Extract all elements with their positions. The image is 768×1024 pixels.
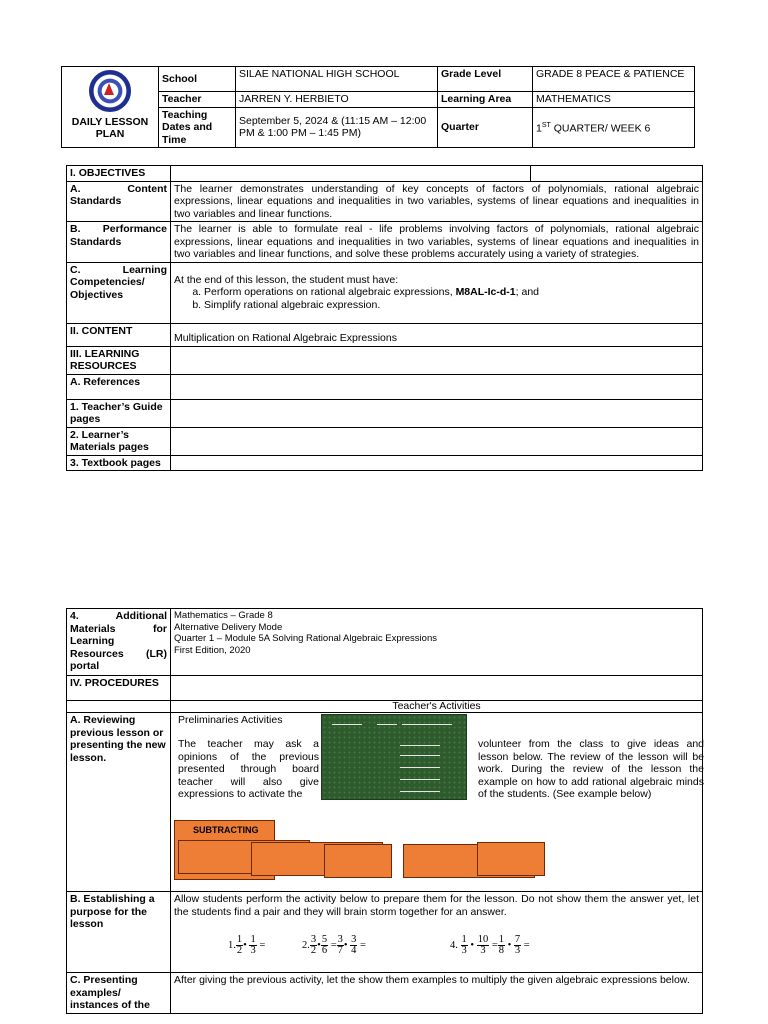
learning-resources-heading: III. LEARNING RESOURCES (67, 346, 171, 374)
presenting-text: After giving the previous activity, let the show them examples to multiply the given algebraic expressions below. (171, 973, 703, 1014)
equals-sign: = (521, 939, 530, 951)
content-topic: Multiplication on Rational Algebraic Expressions (171, 323, 703, 346)
board-line (402, 724, 452, 725)
references-empty (171, 374, 703, 399)
competencies-intro: At the end of this lesson, the student must have: (174, 273, 399, 286)
area-value: MATHEMATICS (533, 92, 695, 108)
equals-sign: = (357, 939, 366, 951)
teachers-guide-label: 1. Teacher’s Guide pages (67, 399, 171, 427)
fraction-denominator: 7 (337, 945, 343, 956)
performance-standards-label: B. Performance Standards (67, 222, 171, 263)
school-value: SILAE NATIONAL HIGH SCHOOL (236, 67, 438, 92)
performance-standards-text: The learner is able to formulate real - life problems involving factors of polynomials, rational algebraic expressions, linear equations and inequalities in two variables, systems of linear equations and inequalities in two variables and linear functions, and solve these problems accurately using a variety of strategies. (171, 222, 703, 263)
quarter-sup: ST (541, 121, 551, 129)
textbook-pages-empty (171, 455, 703, 471)
activities-label-empty (67, 701, 171, 713)
fraction-numerator: 5 (321, 934, 328, 945)
quarter-value (533, 107, 695, 148)
fraction-numerator: 3 (337, 934, 343, 945)
presenting-label: C. Presenting examples/ instances of the (67, 973, 171, 1014)
fraction-denominator: 3 (514, 945, 521, 956)
establishing-label: B. Establishing a purpose for the lesson (67, 892, 171, 973)
exercise-2-number: 2. (302, 939, 310, 951)
school-label: School (159, 67, 236, 92)
header-table (61, 66, 695, 148)
competency-b: b. Simplify rational algebraic expression. (204, 299, 699, 312)
multiply-dot: • (317, 939, 321, 951)
fraction-denominator: 2 (310, 945, 317, 956)
fraction-denominator: 3 (461, 945, 467, 956)
fraction-denominator: 6 (321, 945, 328, 956)
reviewing-label: A. Reviewing previous lesson or presenting the new lesson. (67, 713, 171, 892)
grade-value: GRADE 8 PEACE & PATIENCE (533, 67, 695, 92)
procedures-table (66, 608, 703, 1014)
teacher-label: Teacher (159, 92, 236, 108)
competencies-list (174, 286, 699, 311)
additional-line: First Edition, 2020 (174, 644, 251, 656)
multiply-dot: • (343, 939, 348, 951)
fraction-numerator: 1 (236, 934, 243, 945)
objectives-heading: I. OBJECTIVES (67, 166, 171, 182)
board-line (377, 724, 397, 725)
quarter-label: Quarter (438, 107, 533, 148)
dlp-logo-cell (62, 67, 159, 148)
content-standards-label: A. Content Standards (67, 181, 171, 222)
additional-line: Quarter 1 – Module 5A Solving Rational Algebraic Expressions (174, 633, 437, 644)
teachers-guide-empty (171, 399, 703, 427)
subtracting-label: SUBTRACTING (193, 825, 259, 835)
multiply-dot: • (507, 939, 512, 951)
additional-materials-label: 4. Additional Materials for Learning Resources (LR) portal (67, 609, 171, 676)
references-label: A. References (67, 374, 171, 399)
fraction-numerator: 7 (514, 934, 521, 945)
fraction-numerator: 1 (498, 934, 504, 945)
competency-a-code: M8AL-Ic-d-1 (455, 286, 516, 299)
teachers-activities-heading: Teacher's Activities (171, 701, 703, 713)
review-text-right: volunteer from the class to give ideas and lesson below. The review of the lesson will be work. During the review of the lesson the example on how to add rational algebraic minds of the students. (See example below) (478, 738, 704, 800)
area-label: Learning Area (438, 92, 533, 108)
fraction-numerator: 3 (351, 934, 357, 945)
fraction-numerator: 3 (310, 934, 317, 945)
exercise-2 (302, 935, 366, 956)
additional-line: Mathematics – Grade 8 (174, 610, 273, 621)
objectives-empty-1 (171, 166, 531, 182)
fraction-denominator: 3 (250, 945, 256, 956)
teacher-value: JARREN Y. HERBIETO (236, 92, 438, 108)
fraction-denominator: 4 (351, 945, 357, 956)
fraction-numerator: 10 (477, 934, 489, 945)
multiply-dot: • (470, 939, 475, 951)
dlp-title: DAILY LESSON PLAN (71, 116, 149, 140)
fraction-numerator: 1 (461, 934, 467, 945)
competency-a-end: ; and (515, 286, 540, 299)
quarter-num: 1 (536, 122, 542, 135)
additional-materials-text (171, 609, 703, 676)
learning-resources-empty (171, 346, 703, 374)
review-text-left: The teacher may ask a opinions of the previous presented through board teacher will also give expressions to activate the (178, 738, 319, 800)
quarter-rest: QUARTER/ WEEK 6 (550, 122, 651, 135)
board-line (400, 767, 440, 768)
exercise-1 (228, 935, 265, 956)
fraction-denominator: 2 (236, 945, 243, 956)
example-box (324, 844, 392, 878)
competency-a (204, 286, 699, 299)
competencies-text (171, 262, 703, 323)
competency-a-text: Perform operations on rational algebraic expressions, (204, 286, 456, 299)
equals-sign: = (256, 939, 266, 951)
learners-materials-empty (171, 427, 703, 455)
textbook-pages-label: 3. Textbook pages (67, 455, 171, 471)
competencies-label: C. Learning Competencies/ Objectives (67, 262, 171, 323)
board-line (400, 745, 440, 746)
chalkboard-example-image (321, 714, 467, 800)
content-standards-text: The learner demonstrates understanding of key concepts of factors of polynomials, rational algebraic expressions, linear equations and inequalities in two variables, systems of linear equations and inequalities in two variables and linear functions. (171, 181, 703, 222)
board-line (400, 791, 440, 792)
objectives-empty-2 (531, 166, 703, 182)
content-heading: II. CONTENT (67, 323, 171, 346)
fraction-numerator: 1 (250, 934, 256, 945)
procedures-heading: IV. PROCEDURES (67, 676, 171, 701)
dates-value: September 5, 2024 & (11:15 AM – 12:00 PM & 1:00 PM – 1:45 PM) (236, 107, 438, 148)
board-line (400, 779, 440, 780)
dates-label: Teaching Dates and Time (159, 107, 236, 148)
procedures-empty (171, 676, 703, 701)
multiply-dot: • (243, 939, 247, 951)
fraction-denominator: 8 (498, 945, 504, 956)
exercise-4 (450, 935, 530, 956)
equals-sign: = (489, 939, 498, 951)
learners-materials-label: 2. Learner’s Materials pages (67, 427, 171, 455)
additional-line: Alternative Delivery Mode (174, 621, 283, 633)
establishing-text: Allow students perform the activity below to prepare them for the lesson. Do not show them the answer yet, let the students find a pair and they will brain storm together for an answer. (171, 892, 703, 973)
deped-seal-icon (89, 70, 131, 112)
fraction-denominator: 3 (480, 945, 486, 956)
board-line (400, 755, 440, 756)
equals-sign: = (328, 939, 337, 951)
grade-label: Grade Level (438, 67, 533, 92)
board-line (332, 724, 362, 725)
preliminaries-heading: Preliminaries Activities (178, 714, 283, 726)
objectives-table (66, 165, 703, 471)
example-box (477, 842, 545, 876)
exercise-1-number: 1. (228, 939, 236, 951)
exercise-4-number: 4. (450, 939, 458, 951)
